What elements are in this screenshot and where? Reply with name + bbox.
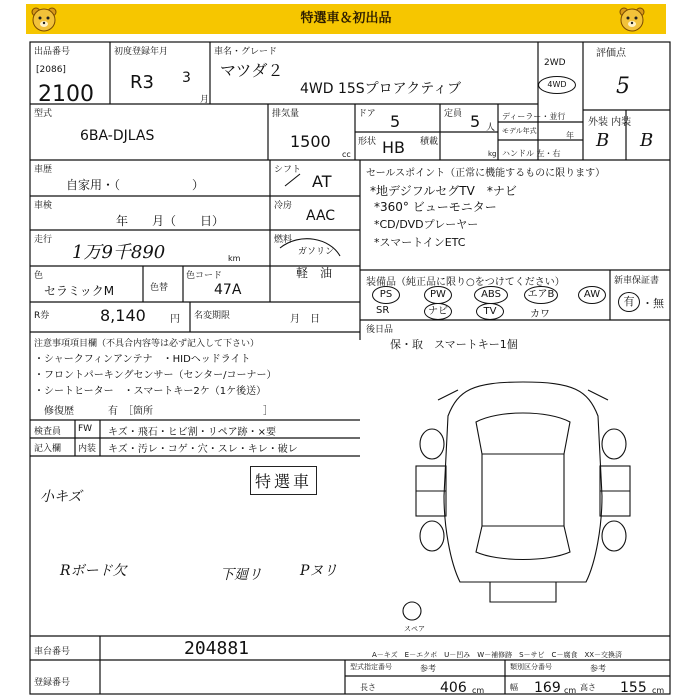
category-label: 類別区分番号 [510,663,552,671]
spare-label: スペア [404,625,425,633]
model-cert-value: 参考 [420,664,436,673]
damage-legend: A－キズ E－エクボ U－凹み W－補修跡 S－サビ C－腐食 XX－交換済 [372,651,623,659]
width-value: 169 [534,680,561,696]
notes-label: 注意事項項目欄（不具合内容等は必ず記入して下さい） [34,339,260,349]
usage-value: 自家用・（ ） [66,178,205,192]
special-stamp: 特選車 [250,466,317,495]
height-value: 155 [620,680,647,696]
car-diagram [398,376,648,612]
model-year-label: モデル年式 [502,127,537,135]
mileage-unit: km [228,254,241,263]
name-label: 車名・グレード [214,47,278,57]
color-code-value: 47A [214,282,242,298]
mileage-label: 走行 [34,235,53,245]
sales-point-item: *CD/DVDプレーヤー [374,218,479,231]
int-grade: B [640,130,654,151]
displacement-label: 排気量 [272,109,300,119]
lot-number: 2100 [38,82,94,107]
ext-grade: B [596,130,610,151]
interior-label: 内装 [78,444,97,454]
warranty-yes: 有 [618,292,640,312]
fill-label: 記入欄 [34,444,62,454]
score-value: 5 [616,74,630,99]
note-item: ・シャークフィンアンテナ ・HIDヘッドライト [34,354,251,365]
mileage-value: 1万9千890 [72,242,166,263]
equipment-abs: ABS [474,286,508,304]
category-value: 参考 [590,664,606,673]
later-items: 保・取 スマートキー1個 [390,338,518,351]
length-value: 406 [440,680,467,696]
equipment-tv: TV [476,303,504,320]
recycle-value: 8,140 [100,306,146,325]
month-unit: 月 [200,95,210,105]
name-change-unit: 月 日 [290,314,320,325]
ac-label: 冷房 [274,201,293,211]
recycle-label: R券 [34,311,50,321]
color-change-label: 色替 [150,283,169,293]
model-label: 型式 [34,109,53,119]
check-line-1: キズ・飛石・ヒビ割・リペア跡・×要 [108,427,276,438]
equipment-ps: PS [372,286,400,304]
chassis-value: 204881 [184,638,250,659]
chassis-label: 車台番号 [34,647,71,657]
model-cert-label: 型式指定番号 [350,663,392,671]
displacement-value: 1500 [290,132,331,151]
length-label: 長さ [360,683,376,692]
check-line-2: キズ・汚レ・コゲ・穴・スレ・キレ・破レ [108,444,298,455]
equipment-label: 装備品（純正品に限り○をつけてください） [366,277,565,288]
usage-label: 車歴 [34,165,53,175]
height-unit: cm [652,686,665,695]
handle-label: ハンドル 左・右 [502,149,561,158]
new-warranty-label: 新車保証書 [614,276,660,286]
shift-label: シフト [274,165,302,175]
repair-label: 修復歴 [44,406,74,417]
sales-point-item: *地デジフルセグTV *ナビ [370,184,517,198]
registration-label: 登録番号 [34,678,71,688]
spare-tire-icon [398,600,426,624]
note-item: ・シートヒーター ・スマートキー2ケ（1ケ後送） [34,386,267,397]
length-unit: cm [472,686,485,695]
equipment-leather: カワ [530,309,550,320]
drive-value: 4WD [538,76,576,94]
doors-label: ドア [358,109,376,119]
fuel-alt: 軽 油 [296,266,333,280]
equipment-airbag: エアB [524,286,558,304]
name-change-label: 名変期限 [194,311,231,321]
recycle-unit: 円 [170,314,180,325]
color-label: 色 [34,271,44,281]
shape-label: 形状 [358,137,377,147]
displacement-unit: cc [342,150,351,159]
fuel-label: 燃料 [274,235,293,245]
shift-value: AT [312,172,332,191]
shape-value: HB [382,138,406,157]
ext-int-label: 外装 内装 [588,117,632,128]
handwritten-note: Pヌリ [300,563,338,579]
width-unit: cm [564,686,577,695]
note-item: ・フロントパーキングセンサー（センター/コーナー） [34,370,277,381]
sales-points-label: セールスポイント（正常に機能するものに限ります） [366,168,606,179]
equipment-sr: SR [376,305,390,316]
fuel-value: ガソリン [298,247,335,257]
dealer-label: ディーラー・並行 [502,112,566,121]
drive-label: 2WD [544,58,566,68]
load-label: 積載 [420,137,439,147]
height-label: 高さ [580,683,596,692]
later-label: 後日品 [366,325,394,335]
car-grade: 4WD 15Sプロアクティブ [300,81,462,97]
fw-label: FW [78,424,93,434]
sales-point-item: *スマートインETC [374,236,466,249]
score-label: 評価点 [596,48,626,59]
handwritten-note: Rボード欠 [60,563,127,579]
reg-month: 3 [182,70,191,86]
warranty-no: ・無 [642,297,664,310]
width-label: 幅 [510,683,518,692]
handwritten-note: 下廻リ [220,567,262,583]
repair-value: 有 ［箇所 ］ [108,406,273,417]
load-unit: kg [488,150,497,158]
equipment-aw: AW [578,286,606,304]
inspection-label: 車検 [34,201,53,211]
color-code-label: 色コード [186,271,223,281]
first-reg-label: 初度登録年月 [114,47,169,57]
model-value: 6BA-DJLAS [80,128,155,144]
header-title: 特選車＆初出品 [300,11,392,26]
capacity-value: 5 [470,112,481,131]
check-label: 検査員 [34,427,62,437]
inspection-value: 年 月（ 日） [116,214,225,228]
capacity-unit: 人 [486,123,496,133]
equipment-pw: PW [424,286,452,304]
sales-point-item: *360° ビューモニター [374,200,497,214]
lot-label: 出品番号 [34,47,71,57]
handwritten-note: 小キズ [40,489,82,505]
doors-value: 5 [390,112,401,131]
capacity-label: 定員 [444,109,463,119]
reg-year: R3 [130,72,154,93]
color-value: セラミックM [44,284,115,298]
lot-sub: [2086] [36,65,66,75]
equipment-navi: ナビ [424,303,452,320]
model-year-unit: 年 [566,131,574,140]
car-make: マツダ２ [220,61,284,80]
ac-value: AAC [306,208,336,224]
